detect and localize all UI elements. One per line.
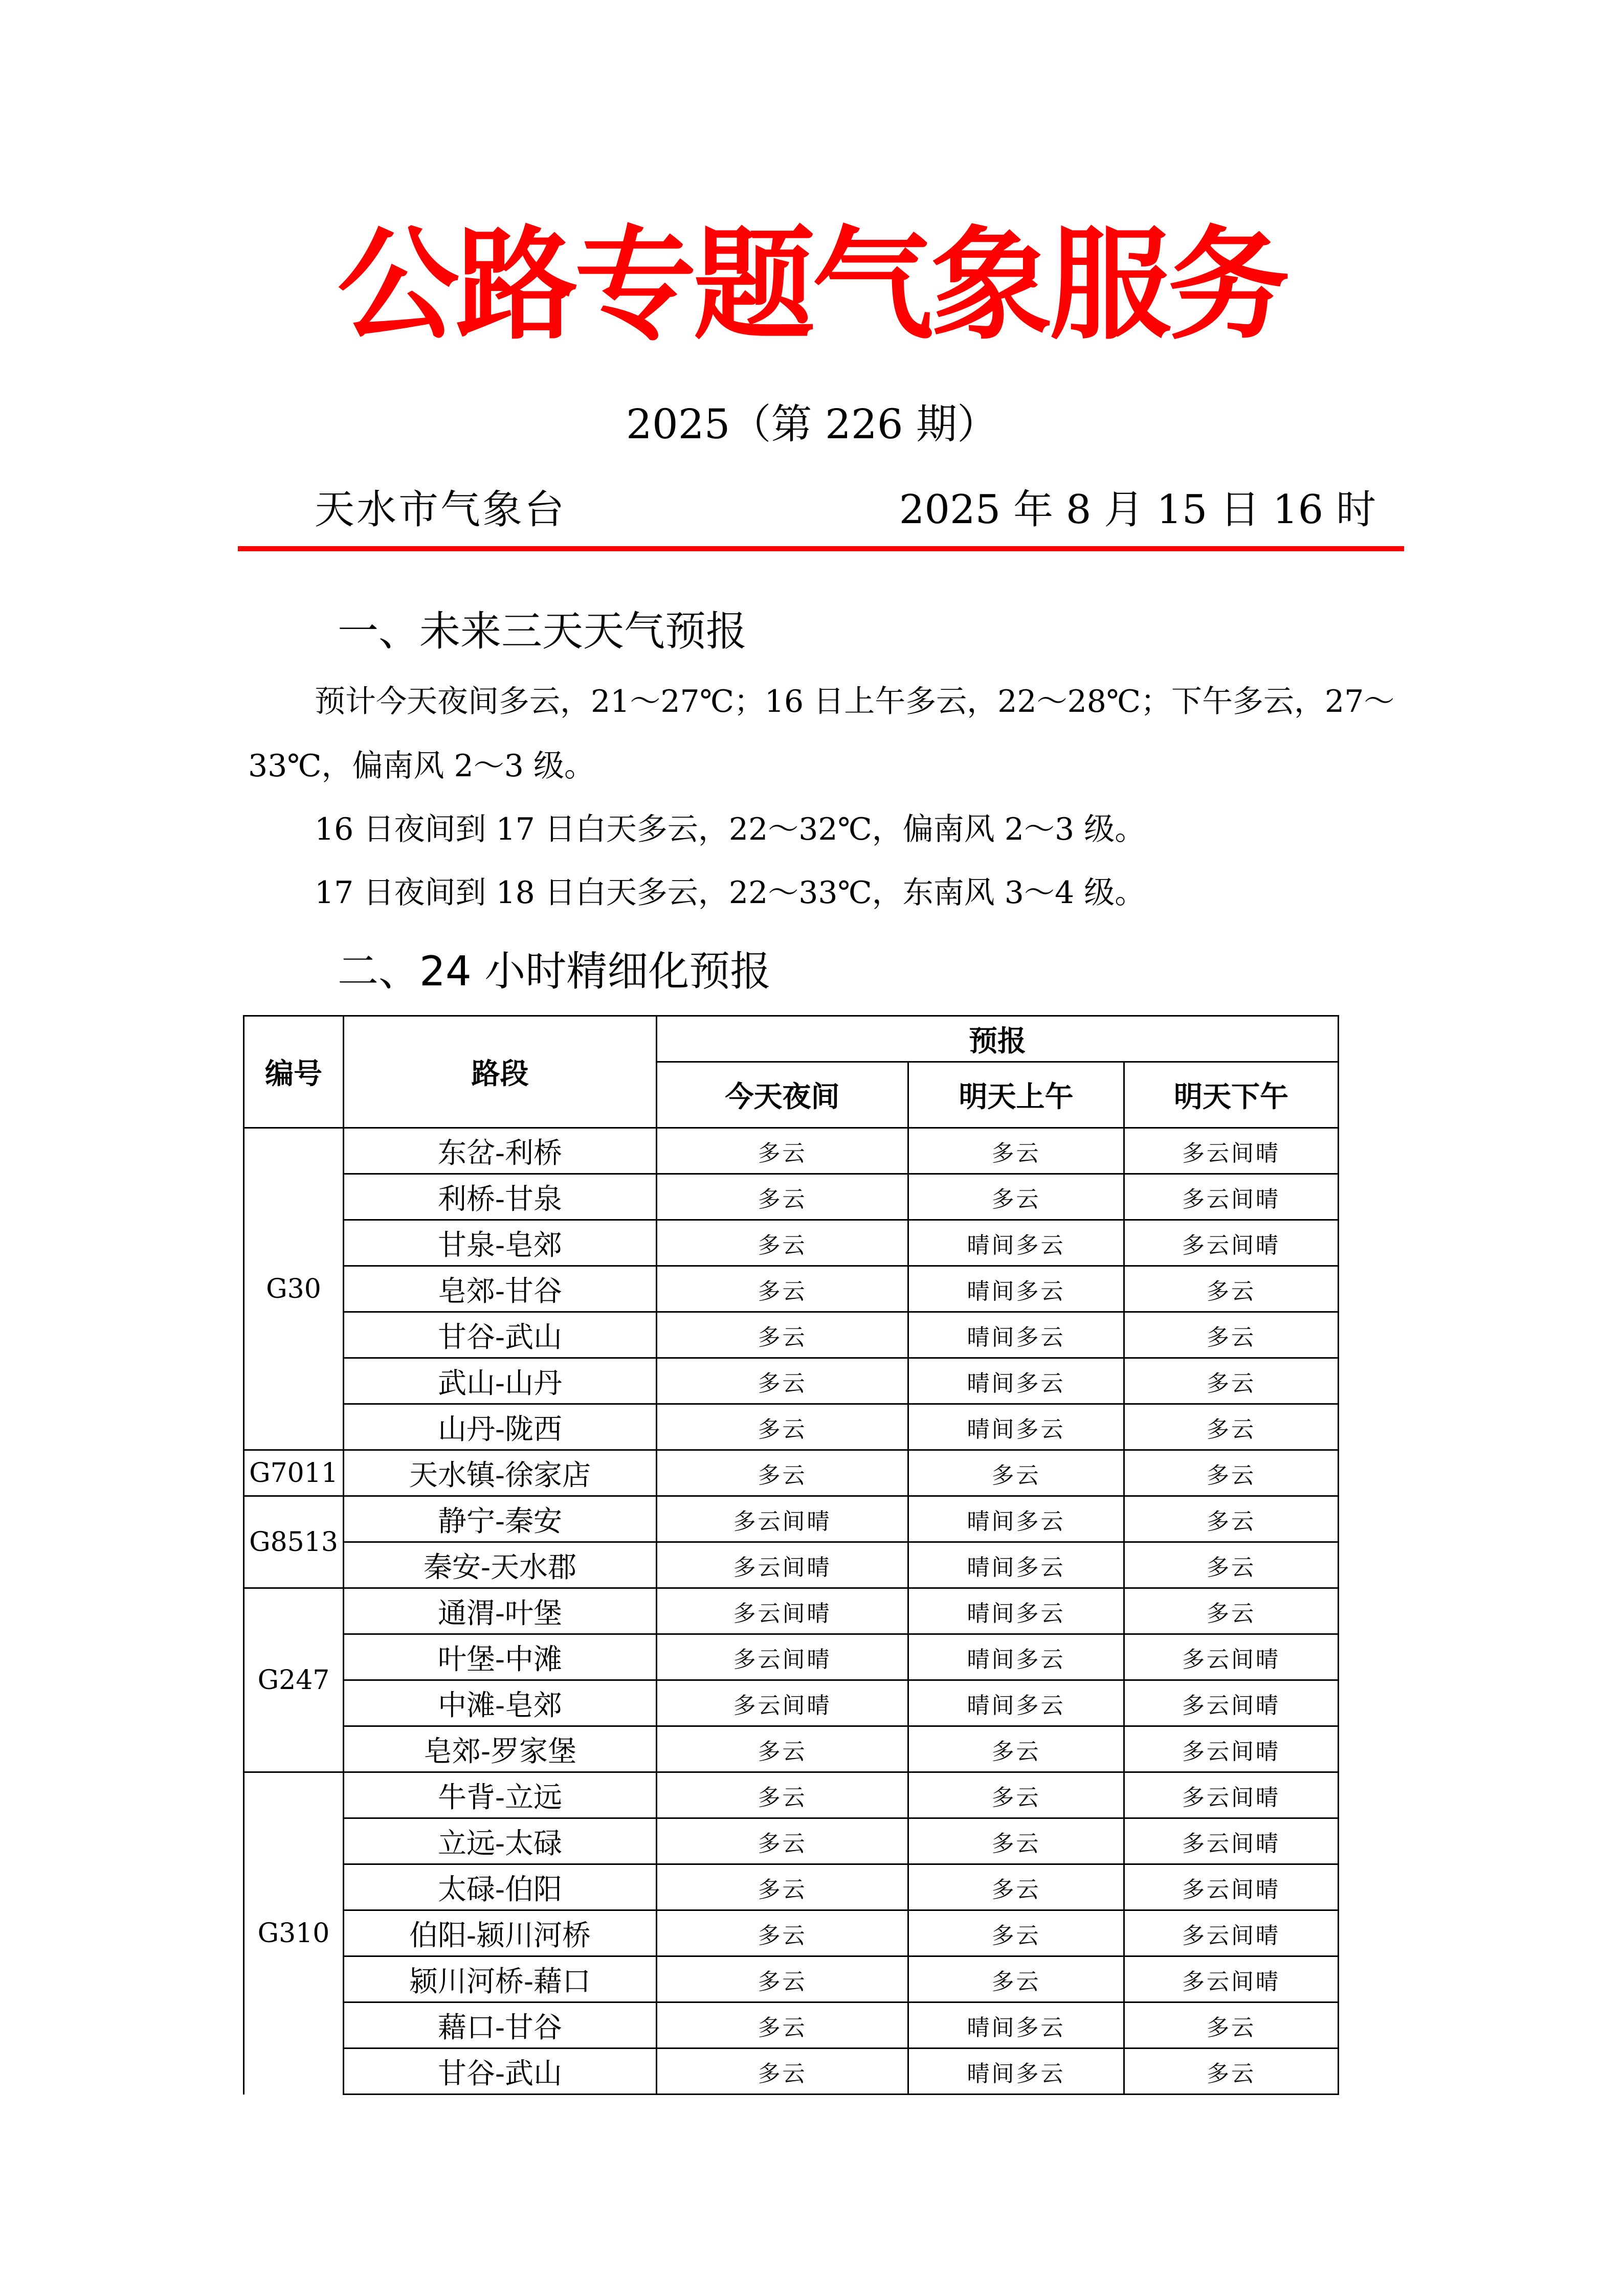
road-segment: 叶堡-中滩 — [344, 1634, 657, 1680]
table-row — [244, 2049, 1339, 2095]
table-row — [244, 1726, 1339, 1772]
weather-tomorrow-am: 多云 — [908, 1910, 1124, 1956]
road-segment: 天水镇-徐家店 — [344, 1450, 657, 1496]
weather-tonight: 多云 — [657, 1358, 908, 1404]
weather-tomorrow-pm: 多云 — [1124, 1542, 1339, 1588]
weather-tomorrow-am: 晴间多云 — [908, 1312, 1124, 1358]
weather-tomorrow-pm: 多云间晴 — [1124, 1910, 1339, 1956]
table-row — [244, 1312, 1339, 1358]
road-segment: 皂郊-甘谷 — [344, 1266, 657, 1312]
issue-number: 2025（第 226 期） — [626, 400, 998, 448]
weather-tonight: 多云 — [657, 1266, 908, 1312]
weather-tomorrow-am: 多云 — [908, 1956, 1124, 2002]
weather-tomorrow-pm: 多云 — [1124, 1496, 1339, 1542]
weather-tomorrow-am: 晴间多云 — [908, 2049, 1124, 2095]
forecast-paragraph-line: 16 日夜间到 17 日白天多云，22～32℃，偏南风 2～3 级。 — [315, 812, 1146, 847]
weather-tonight: 多云 — [657, 1450, 908, 1496]
weather-tomorrow-am: 晴间多云 — [908, 2002, 1124, 2049]
header-road: 路段 — [344, 1016, 657, 1128]
weather-tomorrow-pm: 多云 — [1124, 2002, 1339, 2049]
route-id: G7011 — [244, 1450, 344, 1496]
table-row — [244, 1772, 1339, 1818]
weather-tonight: 多云间晴 — [657, 1634, 908, 1680]
route-id: G8513 — [244, 1496, 344, 1588]
weather-tomorrow-am: 多云 — [908, 1128, 1124, 1174]
weather-tomorrow-am: 多云 — [908, 1818, 1124, 1864]
table-row — [244, 1174, 1339, 1220]
weather-tomorrow-am: 晴间多云 — [908, 1542, 1124, 1588]
weather-tonight: 多云间晴 — [657, 1588, 908, 1634]
forecast-paragraph-line: 33℃，偏南风 2～3 级。 — [248, 748, 595, 784]
header-tomorrow-am: 明天上午 — [908, 1062, 1124, 1128]
header-forecast: 预报 — [657, 1016, 1339, 1062]
route-id: G247 — [244, 1588, 344, 1772]
weather-tomorrow-pm: 多云间晴 — [1124, 1818, 1339, 1864]
weather-tonight: 多云间晴 — [657, 1680, 908, 1726]
weather-tomorrow-pm: 多云 — [1124, 1312, 1339, 1358]
weather-tomorrow-pm: 多云间晴 — [1124, 1864, 1339, 1910]
weather-tomorrow-pm: 多云间晴 — [1124, 1634, 1339, 1680]
forecast-table — [243, 1015, 1339, 2095]
table-row — [244, 1864, 1339, 1910]
table-row — [244, 1634, 1339, 1680]
road-segment: 皂郊-罗家堡 — [344, 1726, 657, 1772]
route-id: G30 — [244, 1128, 344, 1450]
road-segment: 甘谷-武山 — [344, 2049, 657, 2095]
weather-tomorrow-pm: 多云间晴 — [1124, 1128, 1339, 1174]
section-heading-3day: 一、未来三天天气预报 — [338, 607, 747, 655]
header-tomorrow-pm: 明天下午 — [1124, 1062, 1339, 1128]
weather-tomorrow-am: 多云 — [908, 1174, 1124, 1220]
road-segment: 甘谷-武山 — [344, 1312, 657, 1358]
road-segment: 颍川河桥-藉口 — [344, 1956, 657, 2002]
forecast-paragraph-line: 17 日夜间到 18 日白天多云，22～33℃，东南风 3～4 级。 — [315, 875, 1146, 911]
road-segment: 静宁-秦安 — [344, 1496, 657, 1542]
weather-tonight: 多云 — [657, 1772, 908, 1818]
weather-tomorrow-am: 多云 — [908, 1772, 1124, 1818]
weather-tonight: 多云间晴 — [657, 1542, 908, 1588]
section-heading-24h: 二、24 小时精细化预报 — [338, 948, 771, 995]
weather-tomorrow-pm: 多云间晴 — [1124, 1680, 1339, 1726]
weather-tonight: 多云 — [657, 1312, 908, 1358]
weather-tomorrow-pm: 多云间晴 — [1124, 1220, 1339, 1266]
forecast-paragraph-line: 预计今天夜间多云，21～27℃；16 日上午多云，22～28℃；下午多云，27～ — [315, 684, 1395, 719]
forecast-table-body — [244, 1128, 1339, 2095]
weather-tomorrow-pm: 多云 — [1124, 1404, 1339, 1450]
weather-tomorrow-am: 晴间多云 — [908, 1266, 1124, 1312]
table-row — [244, 1910, 1339, 1956]
road-segment: 山丹-陇西 — [344, 1404, 657, 1450]
table-row — [244, 1588, 1339, 1634]
weather-tomorrow-am: 晴间多云 — [908, 1680, 1124, 1726]
weather-tomorrow-am: 晴间多云 — [908, 1220, 1124, 1266]
weather-tomorrow-pm: 多云 — [1124, 1450, 1339, 1496]
weather-tomorrow-am: 晴间多云 — [908, 1404, 1124, 1450]
road-segment: 牛背-立远 — [344, 1772, 657, 1818]
weather-tonight: 多云 — [657, 1128, 908, 1174]
road-segment: 武山-山丹 — [344, 1358, 657, 1404]
table-row — [244, 1220, 1339, 1266]
road-segment: 利桥-甘泉 — [344, 1174, 657, 1220]
header-id: 编号 — [244, 1016, 344, 1128]
weather-tomorrow-am: 晴间多云 — [908, 1358, 1124, 1404]
table-row — [244, 1496, 1339, 1542]
route-id: G310 — [244, 1772, 344, 2095]
weather-tonight: 多云 — [657, 1818, 908, 1864]
road-segment: 中滩-皂郊 — [344, 1680, 657, 1726]
header-tonight: 今天夜间 — [657, 1062, 908, 1128]
weather-tomorrow-pm: 多云间晴 — [1124, 1956, 1339, 2002]
weather-tomorrow-pm: 多云间晴 — [1124, 1726, 1339, 1772]
road-segment: 通渭-叶堡 — [344, 1588, 657, 1634]
issuing-organization: 天水市气象台 — [315, 487, 567, 533]
road-segment: 藉口-甘谷 — [344, 2002, 657, 2049]
weather-tonight: 多云 — [657, 1726, 908, 1772]
weather-tomorrow-pm: 多云 — [1124, 2049, 1339, 2095]
road-segment: 太碌-伯阳 — [344, 1864, 657, 1910]
weather-tomorrow-am: 晴间多云 — [908, 1588, 1124, 1634]
weather-tomorrow-pm: 多云 — [1124, 1588, 1339, 1634]
road-segment: 伯阳-颍川河桥 — [344, 1910, 657, 1956]
weather-tomorrow-pm: 多云 — [1124, 1358, 1339, 1404]
weather-tonight: 多云 — [657, 1174, 908, 1220]
table-row — [244, 1818, 1339, 1864]
table-row — [244, 1404, 1339, 1450]
weather-tonight: 多云 — [657, 2002, 908, 2049]
table-row — [244, 1128, 1339, 1174]
weather-tonight: 多云间晴 — [657, 1496, 908, 1542]
weather-tomorrow-am: 晴间多云 — [908, 1496, 1124, 1542]
header-divider — [238, 546, 1404, 551]
table-row — [244, 1956, 1339, 2002]
road-segment: 甘泉-皂郊 — [344, 1220, 657, 1266]
road-segment: 秦安-天水郡 — [344, 1542, 657, 1588]
table-row — [244, 1542, 1339, 1588]
weather-tomorrow-am: 多云 — [908, 1726, 1124, 1772]
weather-tonight: 多云 — [657, 1220, 908, 1266]
table-row — [244, 1680, 1339, 1726]
weather-tomorrow-am: 晴间多云 — [908, 1634, 1124, 1680]
weather-tomorrow-pm: 多云 — [1124, 1266, 1339, 1312]
road-segment: 东岔-利桥 — [344, 1128, 657, 1174]
weather-tonight: 多云 — [657, 1404, 908, 1450]
weather-tonight: 多云 — [657, 1956, 908, 2002]
weather-tomorrow-pm: 多云间晴 — [1124, 1772, 1339, 1818]
weather-tonight: 多云 — [657, 1864, 908, 1910]
weather-tonight: 多云 — [657, 2049, 908, 2095]
weather-tomorrow-pm: 多云间晴 — [1124, 1174, 1339, 1220]
weather-tonight: 多云 — [657, 1910, 908, 1956]
table-row — [244, 1266, 1339, 1312]
report-title: 公路专题气象服务 — [337, 215, 1287, 356]
road-segment: 立远-太碌 — [344, 1818, 657, 1864]
weather-tomorrow-am: 多云 — [908, 1450, 1124, 1496]
table-row — [244, 1450, 1339, 1496]
table-row — [244, 2002, 1339, 2049]
table-row — [244, 1358, 1339, 1404]
issue-date: 2025 年 8 月 15 日 16 时 — [899, 487, 1376, 533]
weather-tomorrow-am: 多云 — [908, 1864, 1124, 1910]
